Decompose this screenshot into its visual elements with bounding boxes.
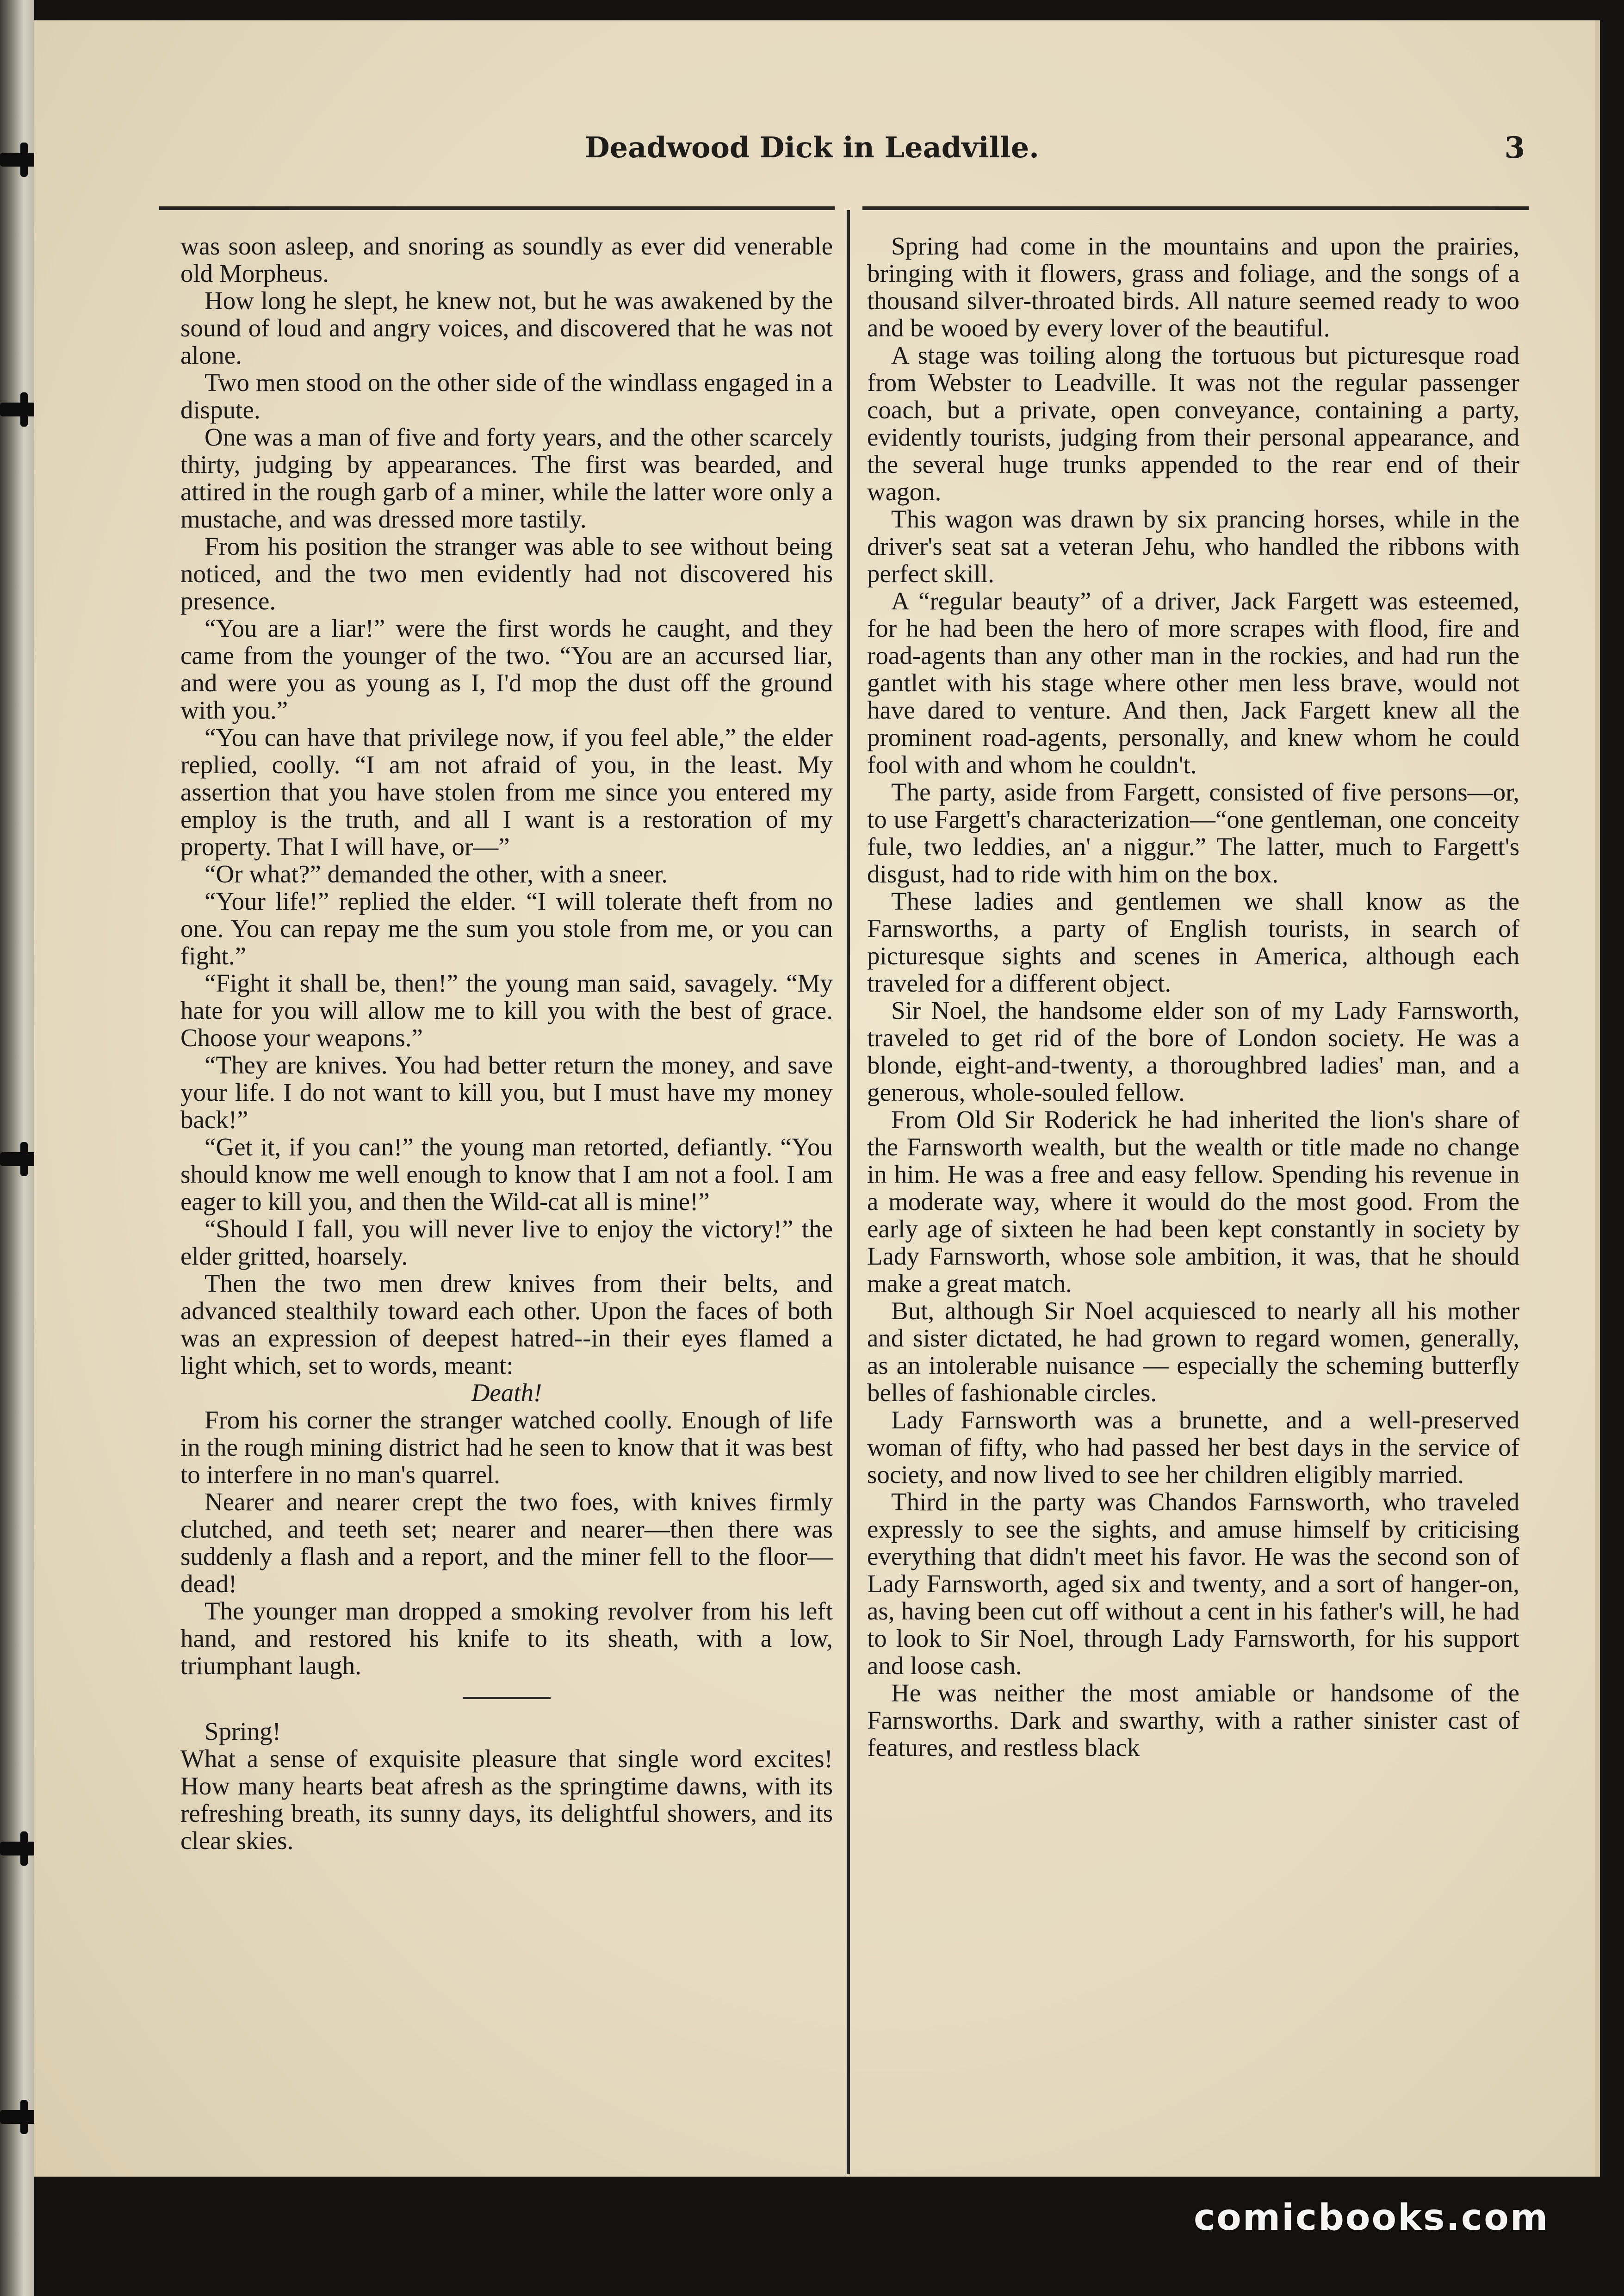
paragraph: “Or what?” demanded the other, with a sneer.: [205, 860, 668, 888]
paragraph: But, although Sir Noel acquiesced to nearly all his mother and sister dictated, he had grown to regard women, generally, as an intolerable nuisance — especially the scheming butterfly belles of fashionable circles.: [867, 1297, 1519, 1407]
section-separator-rule: [463, 1697, 551, 1699]
column-divider: [847, 210, 850, 2174]
paragraph: These ladies and gentlemen we shall know as the Farnsworths, a party of English tourists, in search of picturesque sights and scenes in America, although each traveled for a different object.: [867, 887, 1519, 997]
running-header-title: Deadwood Dick in Leadville.: [585, 130, 1039, 164]
paragraph: Third in the party was Chandos Farnsworth, who traveled expressly to see the sights, and amuse himself by criticising everything that didn't meet his favor. He was the second son of Lady Farnsworth, aged six and twenty, and a sort of hanger-on, as, having been cut off without a cent in his father's will, he had to look to Sir Noel, through Lady Farnsworth, for his support and loose cash.: [867, 1488, 1519, 1680]
paragraph: Nearer and nearer crept the two foes, with knives firmly clutched, and teeth set; nearer and nearer—then there was suddenly a flash and a report, and the miner fell to the floor—dead!: [180, 1488, 833, 1598]
right-text-column: [867, 232, 1519, 1761]
paragraph: “Get it, if you can!” the young man retorted, defiantly. “You should know me well enough to know that I am not a fool. I am eager to kill you, and then the Wild-cat all is mine!”: [180, 1133, 833, 1216]
paragraph: Lady Farnsworth was a brunette, and a well-preserved woman of fifty, who had passed her best days in the service of society, and now lived to see her children eligibly married.: [867, 1406, 1519, 1489]
paragraph: Sir Noel, the handsome elder son of my Lady Farnsworth, traveled to get rid of the bore of London society. He was a blonde, eight-and-twenty, a thoroughbred ladies' man, and a generous, whole-souled fellow.: [867, 996, 1519, 1106]
paragraph: A “regular beauty” of a driver, Jack Fargett was esteemed, for he had been the hero of more scrapes with flood, fire and road-agents than any other man in the rockies, and had run the gantlet with his stage where other men less brave, would not have dared to venture. And then, Jack Fargett knew all the prominent road-agents, personally, and knew whom he could fool with and whom he couldn't.: [867, 587, 1519, 779]
paragraph: From Old Sir Roderick he had inherited the lion's share of the Farnsworth wealth, but the wealth or title made no change in him. He was a free and easy fellow. Spending his revenue in a moderate way, where it would do the most good. From the early age of sixteen he had been kept constantly in society by Lady Farnsworth, whose sole ambition, it was, that he should make a great match.: [867, 1105, 1519, 1297]
paragraph: From his position the stranger was able to see without being noticed, and the two men evidently had not discovered his presence.: [180, 532, 833, 615]
paragraph: The younger man dropped a smoking revolver from his left hand, and restored his knife to its sheath, with a low, triumphant laugh.: [180, 1597, 833, 1680]
italic-death-line: Death!: [471, 1378, 542, 1407]
site-watermark: comicbooks.com: [1194, 2197, 1550, 2239]
paragraph: Two men stood on the other side of the windlass engaged in a dispute.: [180, 368, 833, 424]
paragraph: Spring had come in the mountains and upon the prairies, bringing with it flowers, grass and foliage, and the songs of a thousand silver-throated birds. All nature seemed ready to woo and be wooed by every lover of the beautiful.: [867, 232, 1519, 342]
paragraph: What a sense of exquisite pleasure that single word excites! How many hearts beat afresh as the springtime dawns, with its refreshing breath, its sunny days, its delightful showers, and its clear skies.: [180, 1744, 833, 1855]
paragraph: “You are a liar!” were the first words he caught, and they came from the younger of the two. “You are an accursed liar, and were you as young as I, I'd mop the dust off the ground with you.”: [180, 614, 833, 724]
paragraph: was soon asleep, and snoring as soundly as ever did venerable old Morpheus.: [180, 232, 833, 287]
spring-heading: Spring!: [205, 1717, 281, 1745]
page-number: 3: [1504, 130, 1525, 165]
paragraph: This wagon was drawn by six prancing horses, while in the driver's seat sat a veteran Jehu, who handled the ribbons with perfect skill.: [867, 505, 1519, 588]
paragraph: A stage was toiling along the tortuous but picturesque road from Webster to Leadville. It was not the regular passenger coach, but a private, open conveyance, containing a party, evidently tourists, judging from their personal appearance, and the several huge trunks appended to the rear end of their wagon.: [867, 341, 1519, 506]
paragraph: One was a man of five and forty years, and the other scarcely thirty, judging by appearances. The first was bearded, and attired in the rough garb of a miner, while the latter wore only a mustache, and was dressed more tastily.: [180, 423, 833, 533]
binding-strip: [0, 0, 34, 2296]
paragraph: “Your life!” replied the elder. “I will tolerate theft from no one. You can repay me the sum you stole from me, or you can fight.”: [180, 887, 833, 970]
paragraph: “Should I fall, you will never live to enjoy the victory!” the elder gritted, hoarsely.: [180, 1215, 833, 1270]
header-rule-left: [159, 206, 835, 210]
paragraph: “You can have that privilege now, if you feel able,” the elder replied, coolly. “I am not afraid of you, in the least. My assertion that you have stolen from me since you entered my employ is the truth, and all I want is a restoration of my property. That I will have, or—”: [180, 723, 833, 861]
paragraph: “They are knives. You had better return the money, and save your life. I do not want to kill you, but I must have my money back!”: [180, 1051, 833, 1134]
paper-page: [34, 20, 1600, 2177]
paragraph: The party, aside from Fargett, consisted of five persons—or, to use Fargett's characterization—“one gentleman, one conceity fule, two leddies, an' a niggur.” The latter, much to Fargett's disgust, had to ride with him on the box.: [867, 778, 1519, 888]
paragraph: From his corner the stranger watched coolly. Enough of life in the rough mining district had he seen to know that it was best to interfere in no man's quarrel.: [180, 1406, 833, 1489]
paragraph: How long he slept, he knew not, but he was awakened by the sound of loud and angry voices, and discovered that he was not alone.: [180, 286, 833, 369]
header-rule-right: [862, 206, 1529, 210]
left-text-column: [180, 232, 833, 1854]
paragraph: “Fight it shall be, then!” the young man said, savagely. “My hate for you will allow me to kill you with the best of grace. Choose your weapons.”: [180, 969, 833, 1052]
paragraph: He was neither the most amiable or handsome of the Farnsworths. Dark and swarthy, with a rather sinister cast of features, and restless black: [867, 1679, 1519, 1762]
paragraph: Then the two men drew knives from their belts, and advanced stealthily toward each other. Upon the faces of both was an expression of deepest hatred--in their eyes flamed a light which, set to words, meant:: [180, 1269, 833, 1379]
